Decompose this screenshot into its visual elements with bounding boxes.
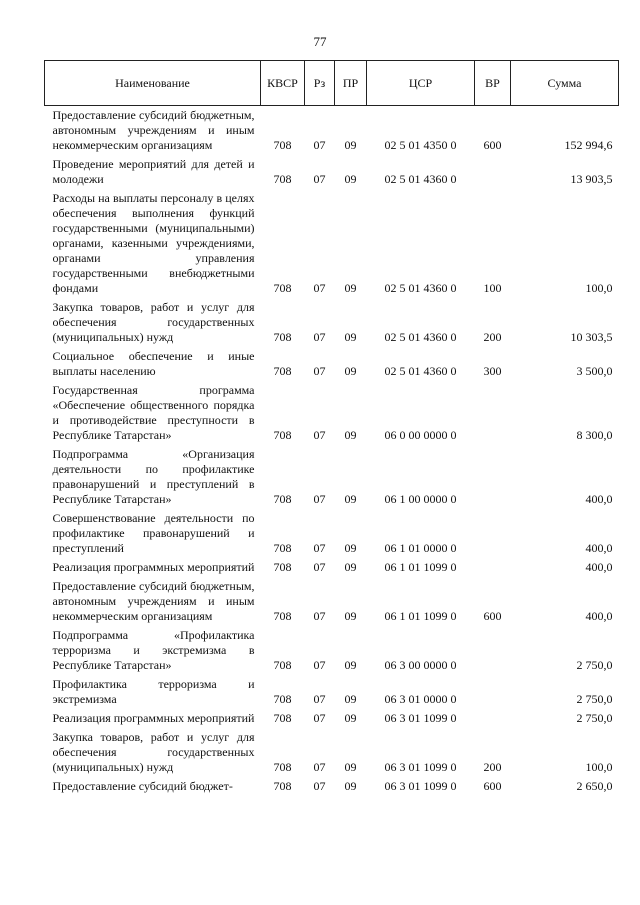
cell-name: Совершенствование деятельности по профилактике правонарушений и преступлений (52, 511, 255, 555)
cell-kvsr: 708 (273, 428, 292, 442)
table-row (45, 509, 619, 558)
cell-vr: 300 (483, 364, 502, 378)
cell-name: Расходы на выплаты персоналу в целях обеспечения выполнения функций государственными (муниципальными) органами, казенными учреждениями, органами управления государственными внебюджетными фондами (52, 191, 255, 295)
cell-kvsr: 708 (273, 711, 292, 725)
cell-rz: 07 (313, 330, 326, 344)
cell-pr: 09 (344, 711, 357, 725)
cell-rz: 07 (313, 692, 326, 706)
header-sum: Сумма (511, 61, 619, 106)
cell-pr: 09 (344, 172, 357, 186)
table-body (45, 106, 619, 797)
cell-pr: 09 (344, 492, 357, 506)
header-name: Наименование (45, 61, 261, 106)
cell-name: Подпрограмма «Организация деятельности по профилактике правонарушений и преступлений в Республике Татарстан» (52, 447, 255, 506)
cell-kvsr: 708 (273, 609, 292, 623)
table-row (45, 577, 619, 626)
header-rz: Рз (305, 61, 335, 106)
cell-vr (475, 675, 511, 709)
cell-rz: 07 (313, 172, 326, 186)
cell-vr: 600 (483, 779, 502, 793)
cell-sum: 8 300,0 (576, 428, 613, 442)
cell-pr: 09 (344, 364, 357, 378)
cell-vr: 600 (483, 138, 502, 152)
cell-sum: 10 303,5 (570, 330, 613, 344)
cell-name: Реализация программных мероприятий (52, 711, 255, 725)
cell-csr: 02 5 01 4360 0 (384, 172, 457, 186)
cell-kvsr: 708 (273, 658, 292, 672)
cell-sum: 2 650,0 (576, 779, 613, 793)
header-pr: ПР (335, 61, 367, 106)
cell-rz: 07 (313, 560, 326, 574)
cell-sum: 2 750,0 (576, 658, 613, 672)
cell-pr: 09 (344, 760, 357, 774)
cell-rz: 07 (313, 760, 326, 774)
cell-sum: 2 750,0 (576, 711, 613, 725)
cell-csr: 06 1 01 0000 0 (384, 541, 457, 555)
cell-csr: 02 5 01 4350 0 (384, 138, 457, 152)
cell-rz: 07 (313, 492, 326, 506)
cell-name: Закупка товаров, работ и услуг для обеспечения государственных (муниципальных) нужд (52, 300, 255, 344)
cell-name: Предоставление субсидий бюджетным, автономным учреждениям и иным некоммерческим организациям (52, 579, 255, 623)
cell-pr: 09 (344, 138, 357, 152)
cell-csr: 06 3 01 1099 0 (384, 760, 457, 774)
cell-vr (475, 709, 511, 728)
cell-kvsr: 708 (273, 172, 292, 186)
table-row (45, 777, 619, 796)
table-row (45, 675, 619, 709)
cell-csr: 06 3 01 1099 0 (384, 779, 457, 793)
cell-pr: 09 (344, 428, 357, 442)
table-row (45, 626, 619, 675)
cell-kvsr: 708 (273, 492, 292, 506)
table-row (45, 381, 619, 445)
cell-csr: 06 3 01 0000 0 (384, 692, 457, 706)
cell-pr: 09 (344, 692, 357, 706)
cell-rz: 07 (313, 541, 326, 555)
cell-csr: 06 1 00 0000 0 (384, 492, 457, 506)
header-csr: ЦСР (367, 61, 475, 106)
cell-vr (475, 381, 511, 445)
cell-pr: 09 (344, 658, 357, 672)
cell-csr: 06 1 01 1099 0 (384, 609, 457, 623)
cell-csr: 02 5 01 4360 0 (384, 330, 457, 344)
cell-kvsr: 708 (273, 364, 292, 378)
cell-kvsr: 708 (273, 330, 292, 344)
cell-csr: 06 1 01 1099 0 (384, 560, 457, 574)
cell-vr (475, 558, 511, 577)
cell-name: Предоставление субсидий бюджетным, автономным учреждениям и иным некоммерческим организациям (52, 108, 255, 152)
cell-sum: 400,0 (585, 541, 613, 555)
cell-rz: 07 (313, 658, 326, 672)
cell-name: Проведение мероприятий для детей и молодежи (52, 157, 255, 186)
cell-sum: 3 500,0 (576, 364, 613, 378)
cell-pr: 09 (344, 281, 357, 295)
cell-pr: 09 (344, 609, 357, 623)
cell-rz: 07 (313, 428, 326, 442)
cell-name: Подпрограмма «Профилактика терроризма и экстремизма в Республике Татарстан» (52, 628, 255, 672)
table-row (45, 189, 619, 298)
table-row (45, 106, 619, 156)
cell-csr: 02 5 01 4360 0 (384, 364, 457, 378)
cell-vr (475, 509, 511, 558)
budget-table (44, 60, 619, 796)
table-row (45, 558, 619, 577)
cell-vr: 200 (483, 330, 502, 344)
cell-kvsr: 708 (273, 541, 292, 555)
cell-pr: 09 (344, 541, 357, 555)
cell-vr (475, 445, 511, 509)
cell-rz: 07 (313, 364, 326, 378)
cell-sum: 13 903,5 (570, 172, 613, 186)
cell-pr: 09 (344, 779, 357, 793)
cell-kvsr: 708 (273, 760, 292, 774)
cell-csr: 06 3 01 1099 0 (384, 711, 457, 725)
cell-name: Закупка товаров, работ и услуг для обеспечения государственных (муниципальных) нужд (52, 730, 255, 774)
cell-kvsr: 708 (273, 692, 292, 706)
cell-kvsr: 708 (273, 281, 292, 295)
cell-name: Социальное обеспечение и иные выплаты населению (52, 349, 255, 378)
cell-rz: 07 (313, 281, 326, 295)
header-vr: ВР (475, 61, 511, 106)
cell-rz: 07 (313, 138, 326, 152)
cell-rz: 07 (313, 609, 326, 623)
cell-sum: 400,0 (585, 609, 613, 623)
cell-sum: 400,0 (585, 560, 613, 574)
cell-pr: 09 (344, 560, 357, 574)
cell-pr: 09 (344, 330, 357, 344)
cell-rz: 07 (313, 711, 326, 725)
cell-sum: 100,0 (585, 760, 613, 774)
cell-vr: 200 (483, 760, 502, 774)
cell-sum: 100,0 (585, 281, 613, 295)
header-kvsr: КВСР (261, 61, 305, 106)
table-row (45, 155, 619, 189)
cell-kvsr: 708 (273, 560, 292, 574)
cell-rz: 07 (313, 779, 326, 793)
cell-sum: 400,0 (585, 492, 613, 506)
cell-vr: 600 (483, 609, 502, 623)
cell-vr (475, 155, 511, 189)
cell-name: Предоставление субсидий бюджет- (52, 779, 233, 793)
table-row (45, 709, 619, 728)
header-row (45, 61, 619, 106)
cell-kvsr: 708 (273, 138, 292, 152)
cell-name: Профилактика терроризма и экстремизма (52, 677, 255, 706)
table-row (45, 347, 619, 381)
page-number: 77 (313, 34, 327, 49)
table-row (45, 445, 619, 509)
cell-sum: 152 994,6 (564, 138, 613, 152)
cell-vr: 100 (483, 281, 502, 295)
cell-kvsr: 708 (273, 779, 292, 793)
cell-csr: 06 0 00 0000 0 (384, 428, 457, 442)
cell-name: Государственная программа «Обеспечение общественного порядка и противодействие преступности в Республике Татарстан» (52, 383, 255, 442)
table-row (45, 728, 619, 777)
cell-csr: 02 5 01 4360 0 (384, 281, 457, 295)
cell-sum: 2 750,0 (576, 692, 613, 706)
cell-name: Реализация программных мероприятий (52, 560, 255, 574)
cell-vr (475, 626, 511, 675)
cell-csr: 06 3 00 0000 0 (384, 658, 457, 672)
table-row (45, 298, 619, 347)
